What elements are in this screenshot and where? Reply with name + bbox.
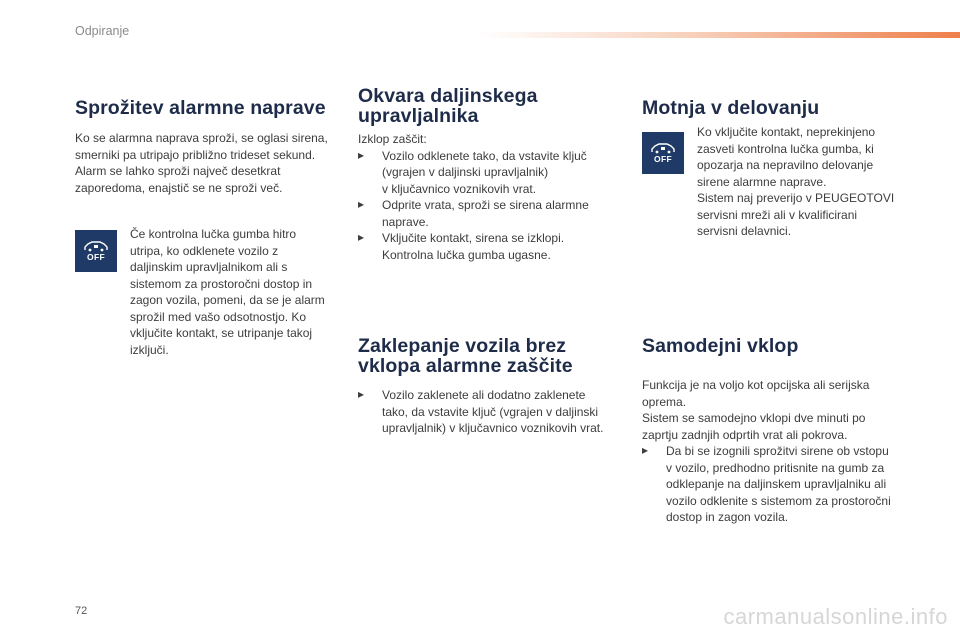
column-remote-failure bbox=[358, 86, 620, 263]
car-lock-icon bbox=[650, 142, 676, 154]
malfunction-note bbox=[697, 124, 912, 240]
bullet-icon: ▸ bbox=[358, 147, 365, 162]
column-alarm-trigger bbox=[75, 98, 345, 196]
header-gradient-bar bbox=[480, 32, 960, 38]
list-item: ▸ Vključite kontakt, sirena se izklopi. Kontrolna lučka gumba ugasne. bbox=[358, 230, 565, 262]
page-number: 72 bbox=[75, 605, 88, 617]
disarm-intro: Izklop zaščit: bbox=[358, 132, 427, 146]
list-item: ▸ Odprite vrata, sproži se sirena alarmne naprave. bbox=[358, 197, 589, 229]
column-auto-arm bbox=[642, 336, 912, 526]
off-label: OFF bbox=[87, 252, 105, 262]
bullet-icon: ▸ bbox=[358, 230, 365, 244]
malfunction-paragraph: Ko vključite kontakt, neprekinjeno zasveti kontrolna lučka gumba, ki opozarja na nepravilno delovanje sirene alarmne naprave. Sistem naj preverijo v PEUGEOTOVI servisni mreži ali v kvalificirani servisni delavnici. bbox=[697, 125, 895, 238]
bullet-icon: ▸ bbox=[358, 197, 365, 211]
lock-no-alarm-title: Zaklepanje vozila brez vklopa alarmne zaščite bbox=[358, 335, 573, 377]
auto-arm-paragraph: Funkcija je na voljo kot opcijska ali serijska oprema. Sistem se samodejno vklopi dve minuti po zaprtju zadnjih odprtih vrat ali pokrova. bbox=[642, 378, 870, 442]
off-label: OFF bbox=[654, 154, 672, 164]
column-malfunction bbox=[642, 98, 910, 118]
list-item: ▸ Vozilo zaklenete ali dodatno zaklenete tako, da vstavite ključ (vgrajen v daljinski upravljalnik) v ključavnico voznikovih vrat. bbox=[358, 387, 604, 435]
bullet-icon: ▸ bbox=[358, 387, 365, 401]
malfunction-title: Motnja v delovanju bbox=[642, 97, 820, 119]
alarm-trigger-paragraph: Ko se alarmna naprava sproži, se oglasi sirena, smerniki pa utripajo približno trideset sekund. Alarm se lahko sproži največ desetkrat zaporedoma, enajstič se ne sproži več. bbox=[75, 131, 328, 195]
remote-failure-title: Okvara daljinskega upravljalnika bbox=[358, 85, 538, 127]
alarm-off-icon bbox=[642, 132, 684, 174]
alarm-led-paragraph: Če kontrolna lučka gumba hitro utripa, ko odklenete vozilo z daljinskim upravljalnikom ali s sistemom za prostoročni dostop in zagon vozila, pomeni, da se je alarm sprožil med vašo odsotnostjo. Ko vključite kontakt, se utripanje takoj izključi. bbox=[130, 227, 325, 357]
car-lock-icon bbox=[83, 240, 109, 252]
section-header: Odpiranje bbox=[75, 24, 130, 38]
watermark: carmanualsonline.info bbox=[723, 604, 948, 629]
auto-arm-title: Samodejni vklop bbox=[642, 335, 799, 357]
alarm-trigger-title: Sprožitev alarmne naprave bbox=[75, 97, 326, 119]
alarm-led-note bbox=[130, 226, 345, 358]
alarm-off-icon bbox=[75, 230, 117, 272]
column-lock-no-alarm bbox=[358, 336, 620, 437]
list-item: ▸ Da bi se izognili sprožitvi sirene ob vstopu v vozilo, predhodno pritisnite na gumb za odklepanje na daljinskem upravljalniku ali vozilo odklenite s sistemom za prostoročni dostop in zagon vozila. bbox=[642, 443, 891, 524]
list-item: ▸ Vozilo odklenete tako, da vstavite ključ (vgrajen v daljinski upravljalnik) v ključavnico voznikovih vrat. bbox=[358, 147, 587, 196]
bullet-icon: ▸ bbox=[642, 443, 649, 457]
